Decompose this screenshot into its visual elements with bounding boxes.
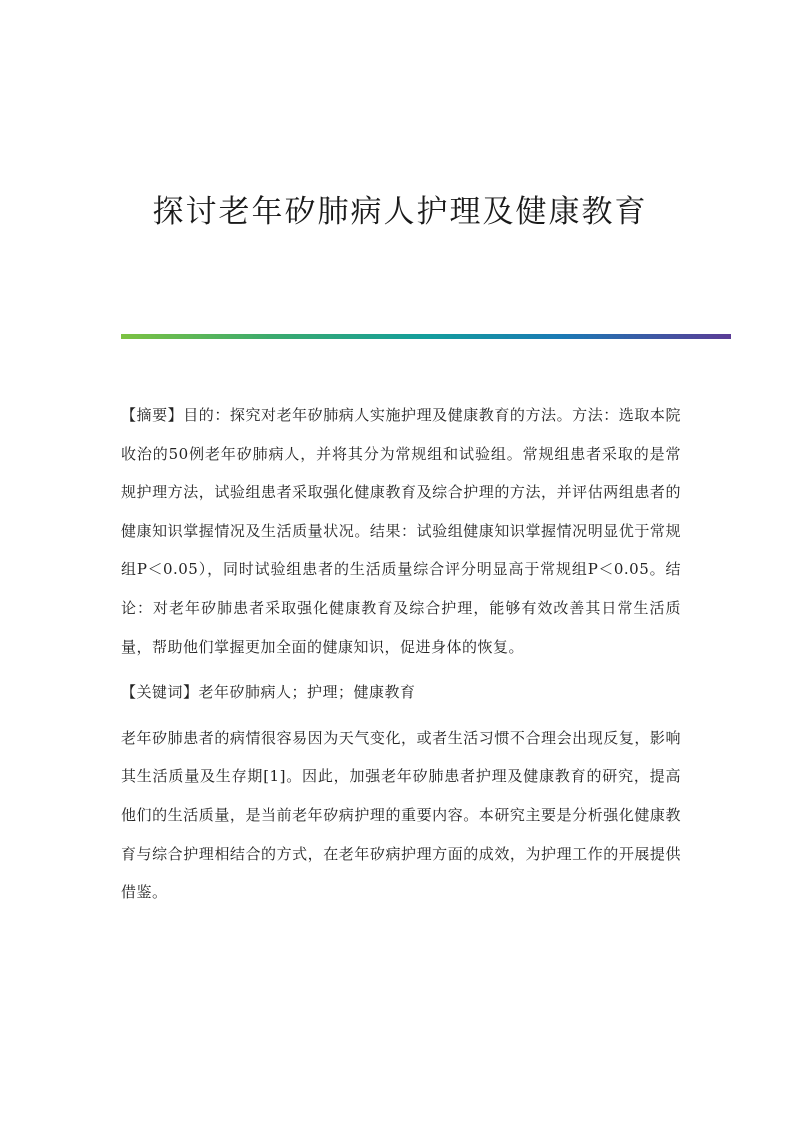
abstract-paragraph	[121, 396, 681, 666]
intro-paragraph: 老年矽肺患者的病情很容易因为天气变化，或者生活习惯不合理会出现反复，影响其生活质量及生存期[1]。因此，加强老年矽肺患者护理及健康教育的研究，提高他们的生活质量，是当前老年矽病护理的重要内容。本研究主要是分析强化健康教育与综合护理相结合的方式，在老年矽病护理方面的成效，为护理工作的开展提供借鉴。	[121, 728, 681, 902]
document-title: 探讨老年矽肺病人护理及健康教育	[152, 194, 648, 230]
abstract-label: 【摘要】	[121, 406, 184, 424]
keywords-text: 老年矽肺病人；护理；健康教育	[198, 683, 416, 702]
abstract-text: 目的：探究对老年矽肺病人实施护理及健康教育的方法。方法：选取本院收治的50例老年矽肺病人，并将其分为常规组和试验组。常规组患者采取的是常规护理方法，试验组患者采取强化健康教育及综合护理的方法，并评估两组患者的健康知识掌握情况及生活质量状况。结果：试验组健康知识掌握情况明显优于常规组P＜0.05），同时试验组患者的生活质量综合评分明显高于常规组P＜0.05。结论：对老年矽肺患者采取强化健康教育及综合护理，能够有效改善其日常生活质量，帮助他们掌握更加全面的健康知识，促进身体的恢复。	[121, 406, 681, 656]
document-body	[121, 396, 681, 912]
keywords-label: 【关键词】	[121, 683, 199, 702]
keywords-paragraph	[121, 673, 681, 712]
gradient-divider	[121, 334, 731, 339]
